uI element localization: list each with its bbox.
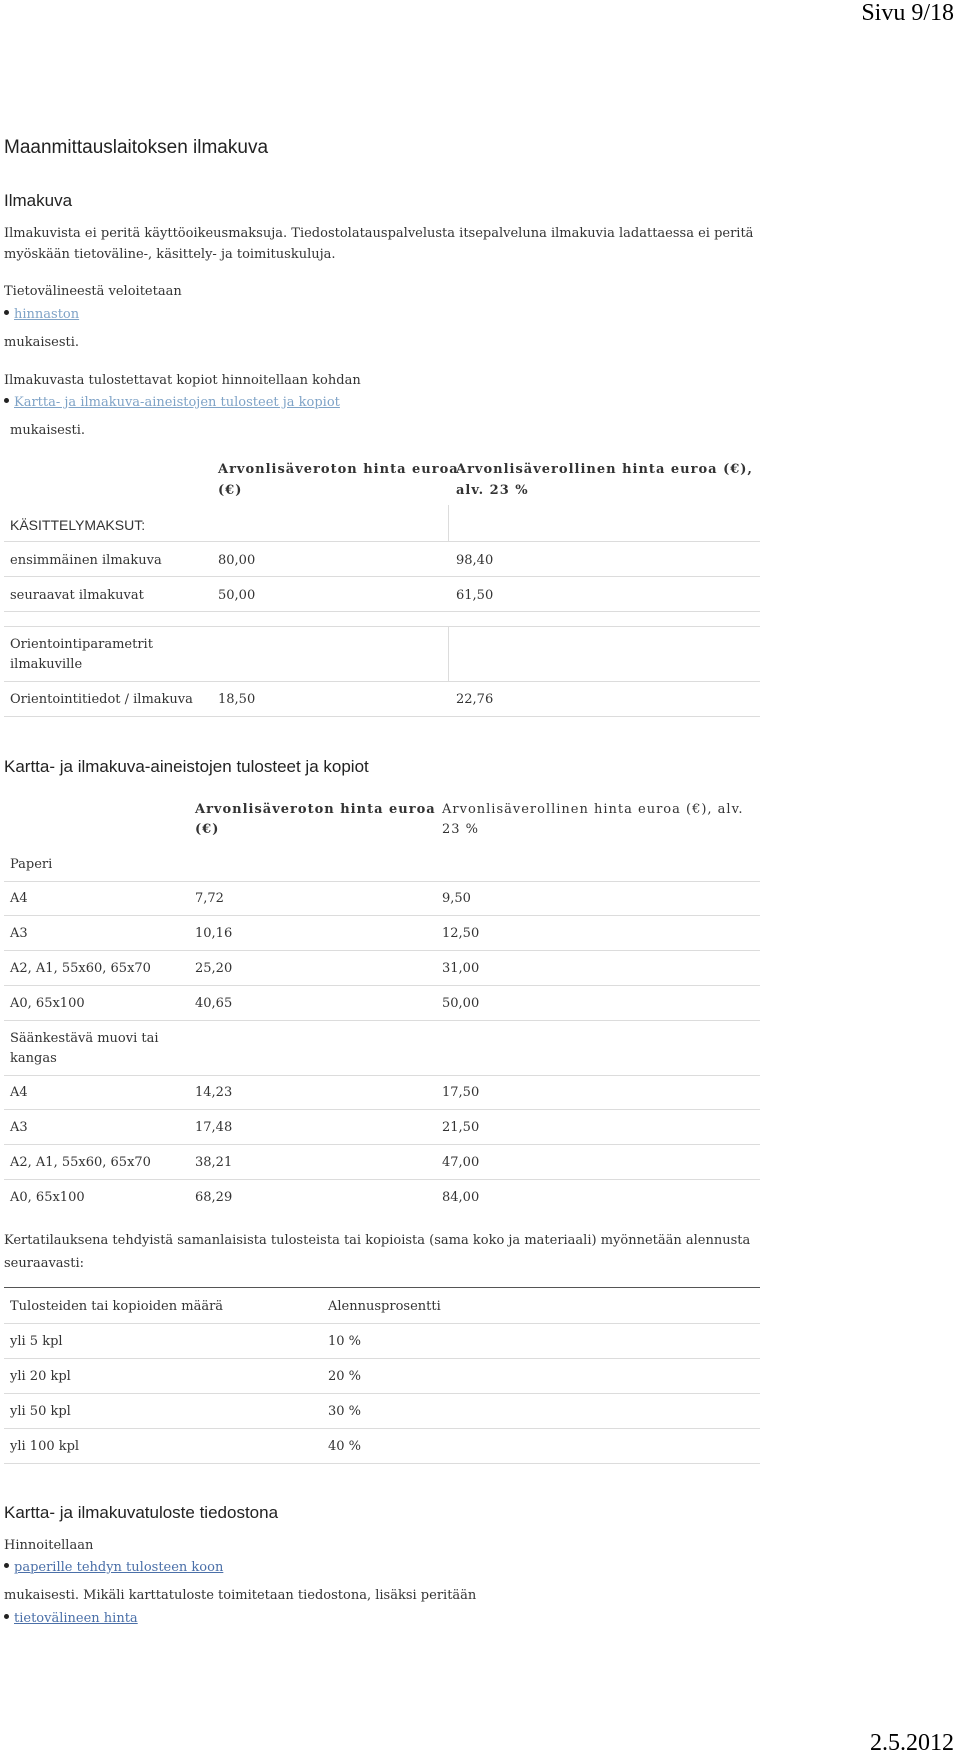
column-header: (€) [218, 483, 243, 498]
column-header: alv. 23 % [456, 483, 529, 498]
bullet-icon [4, 398, 9, 403]
table-cell: A2, A1, 55x60, 65x70 [10, 961, 151, 976]
table-cell: seuraavat ilmakuvat [10, 588, 144, 603]
group-label: kangas [10, 1051, 57, 1066]
section-heading-tiedostona: Kartta- ja ilmakuvatuloste tiedostona [4, 1503, 279, 1522]
table-cell: A3 [10, 1120, 28, 1135]
paragraph-text: mukaisesti. [4, 335, 80, 350]
bullet-icon [4, 1614, 9, 1619]
hinnasto-link[interactable]: hinnaston [14, 307, 80, 322]
table-cell: yli 50 kpl [10, 1404, 71, 1419]
paragraph-text: mukaisesti. [10, 423, 86, 438]
column-header: Tulosteiden tai kopioiden määrä [10, 1299, 224, 1314]
paragraph-text: mukaisesti. Mikäli karttatuloste toimitetaan tiedostona, lisäksi peritään [4, 1588, 477, 1603]
column-header: 23 % [442, 822, 480, 837]
paragraph-line: seuraavasti: [4, 1256, 84, 1271]
group-label: Säänkestävä muovi tai [10, 1031, 159, 1046]
column-header: Arvonlisäveroton hinta euroa [218, 462, 459, 477]
tulosteet-kopiot-link[interactable]: Kartta- ja ilmakuva-aineistojen tulosteet ja kopiot [14, 395, 340, 410]
table-cell: 68,29 [195, 1190, 233, 1205]
table-cell: 25,20 [195, 961, 233, 976]
table-cell: 40,65 [195, 996, 233, 1011]
table-cell: A4 [10, 1085, 28, 1100]
table-cell: 7,72 [195, 891, 224, 906]
print-date: 2.5.2012 [870, 1730, 954, 1756]
table-cell: 61,50 [456, 588, 494, 603]
table-cell: 47,00 [442, 1155, 480, 1170]
group-label: Orientointiparametrit [10, 637, 153, 652]
table-cell: A0, 65x100 [10, 996, 85, 1011]
table-cell: 17,48 [195, 1120, 233, 1135]
table-cell: 80,00 [218, 553, 256, 568]
column-header: (€) [195, 822, 220, 837]
paragraph-text: Hinnoitellaan [4, 1538, 94, 1553]
table-cell: yli 20 kpl [10, 1369, 71, 1384]
link-item [4, 393, 340, 413]
table-cell: 84,00 [442, 1190, 480, 1205]
table-cell: A0, 65x100 [10, 1190, 85, 1205]
table-cell: A4 [10, 891, 28, 906]
table-cell: 98,40 [456, 553, 494, 568]
table-cell: yli 5 kpl [10, 1334, 63, 1349]
section-heading-tulosteet: Kartta- ja ilmakuva-aineistojen tulosteet ja kopiot [4, 757, 369, 776]
table-cell: 14,23 [195, 1085, 233, 1100]
group-label: KÄSITTELYMAKSUT: [10, 517, 146, 533]
table-cell: A2, A1, 55x60, 65x70 [10, 1155, 151, 1170]
section-heading-ilmakuva: Ilmakuva [4, 191, 73, 210]
paragraph-text: Tietovälineestä veloitetaan [4, 284, 182, 299]
table-cell: yli 100 kpl [10, 1439, 80, 1454]
column-header: Alennusprosentti [328, 1299, 441, 1314]
group-label: Paperi [10, 857, 53, 872]
table-cell: 21,50 [442, 1120, 480, 1135]
tulosteen-koko-link[interactable]: paperille tehdyn tulosteen koon [14, 1560, 224, 1575]
group-label: ilmakuville [10, 657, 83, 672]
table-cell: A3 [10, 926, 28, 941]
table-cell: Orientointitiedot / ilmakuva [10, 692, 193, 707]
paragraph-text: Ilmakuvasta tulostettavat kopiot hinnoitellaan kohdan [4, 373, 361, 388]
paragraph-line: Ilmakuvista ei peritä käyttöoikeusmaksuja. Tiedostolatauspalvelusta itsepalveluna ilmakuvia ladattaessa ei peritä [4, 226, 754, 241]
link-item [4, 1558, 223, 1578]
column-header: Arvonlisäverollinen hinta euroa (€), [456, 462, 753, 477]
paragraph-line: myöskään tietoväline-, käsittely- ja toimituskuluja. [4, 247, 336, 262]
table-cell: 10 % [328, 1334, 362, 1349]
link-item [4, 305, 79, 325]
page-title: Maanmittauslaitoksen ilmakuva [4, 137, 269, 158]
table-cell: 50,00 [442, 996, 480, 1011]
link-item [4, 1609, 138, 1629]
table-cell: 9,50 [442, 891, 471, 906]
table-cell: 38,21 [195, 1155, 233, 1170]
table-cell: 17,50 [442, 1085, 480, 1100]
table-cell: ensimmäinen ilmakuva [10, 553, 162, 568]
tietovaline-hinta-link[interactable]: tietovälineen hinta [14, 1611, 138, 1626]
table-cell: 40 % [328, 1439, 362, 1454]
paragraph-line: Kertatilauksena tehdyistä samanlaisista tulosteista tai kopioista (sama koko ja materiaali) myönnetään alennusta [4, 1233, 751, 1248]
table-cell: 31,00 [442, 961, 480, 976]
table-cell: 50,00 [218, 588, 256, 603]
table-cell: 12,50 [442, 926, 480, 941]
column-header: Arvonlisäverollinen hinta euroa (€), alv. [442, 802, 744, 817]
table-cell: 30 % [328, 1404, 362, 1419]
table-cell: 20 % [328, 1369, 362, 1384]
table-cell: 18,50 [218, 692, 256, 707]
table-cell: 22,76 [456, 692, 494, 707]
column-header: Arvonlisäveroton hinta euroa [195, 802, 436, 817]
page-number: Sivu 9/18 [861, 0, 954, 26]
bullet-icon [4, 310, 9, 315]
table-cell: 10,16 [195, 926, 233, 941]
bullet-icon [4, 1563, 9, 1568]
